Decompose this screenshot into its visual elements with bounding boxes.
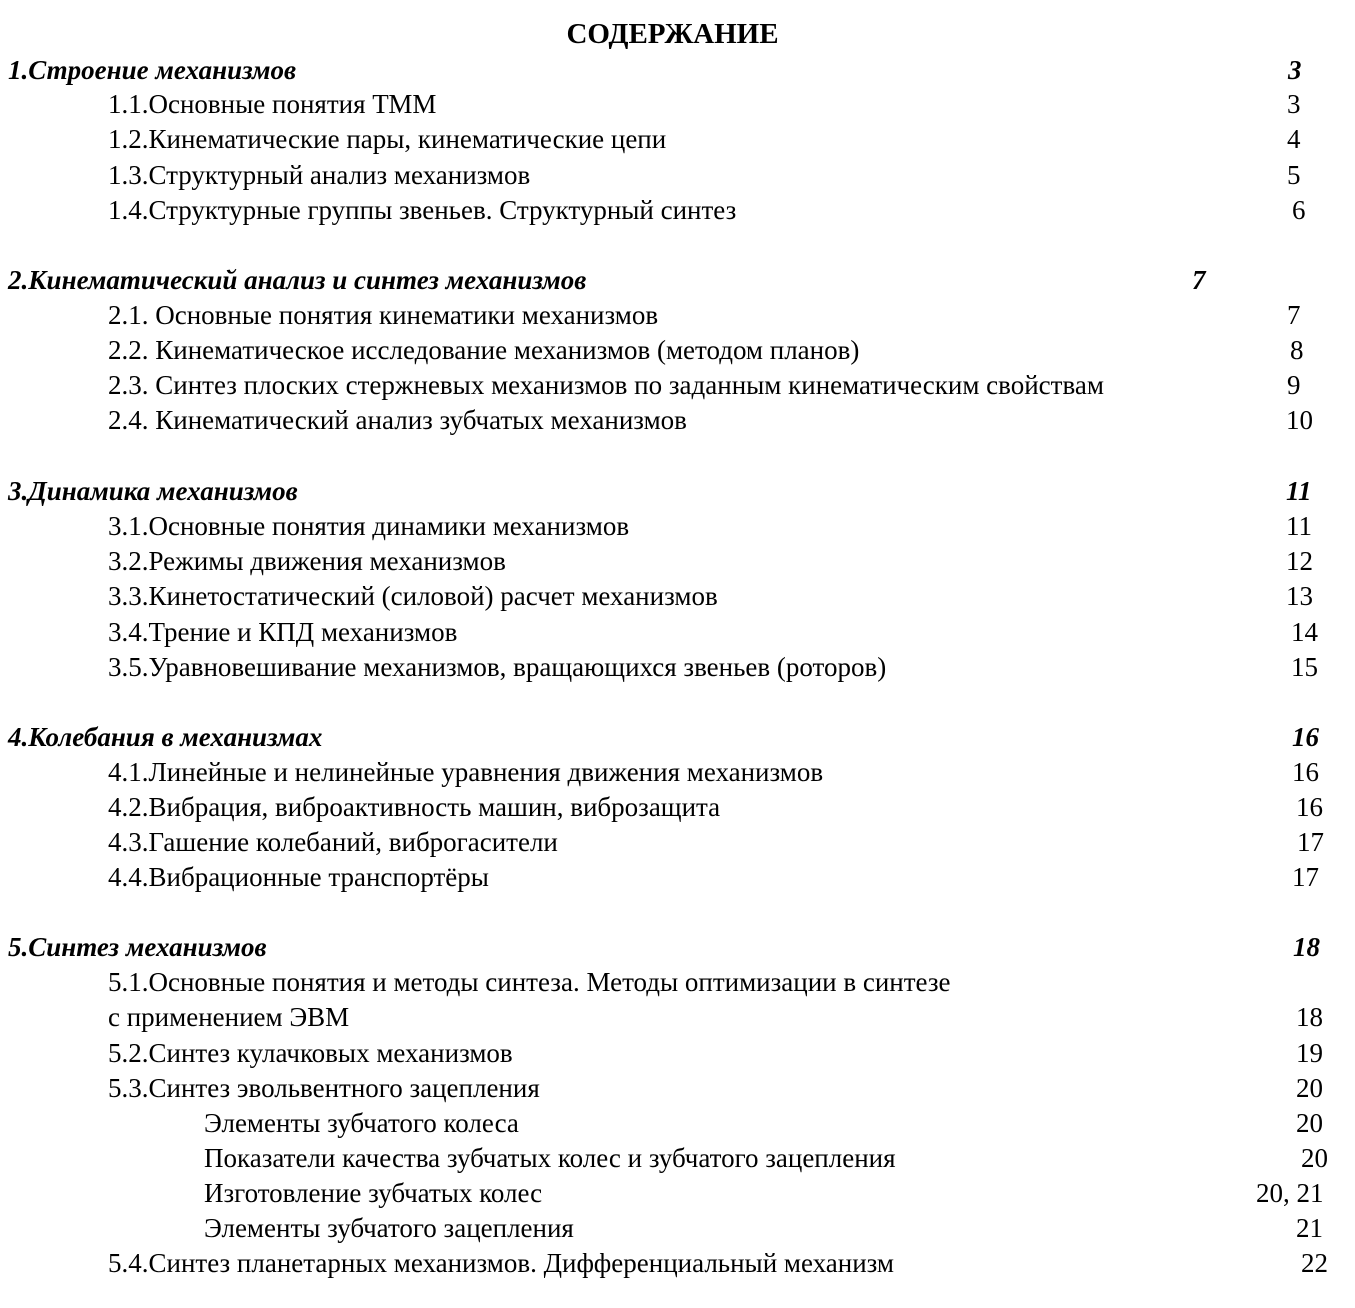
toc-page-number: 12 [1286,546,1313,576]
toc-page-number: 7 [1192,265,1206,295]
toc-page-number: 16 [1292,757,1319,787]
toc-entry-text: 3.Динамика механизмов [8,476,298,506]
toc-page-number: 8 [1290,335,1304,365]
toc-entry-text: 1.Строение механизмов [8,55,297,85]
toc-entry-text: 3.4.Трение и КПД механизмов [108,617,458,647]
toc-page-number: 20 [1296,1108,1323,1138]
toc-entry-text: 1.4.Структурные группы звеньев. Структурный синтез [108,195,737,225]
toc-entry-text: Элементы зубчатого колеса [204,1108,519,1138]
toc-entry-text: Показатели качества зубчатых колес и зубчатого зацепления [204,1143,896,1173]
toc-page-number: 20, 21 [1256,1178,1324,1208]
toc-page-number: 20 [1296,1073,1323,1103]
toc-page-number: 18 [1296,1002,1323,1032]
toc-page-number: 16 [1292,722,1319,752]
toc-entry-text: 4.3.Гашение колебаний, виброгасители [108,827,558,857]
toc-entry-text: 3.2.Режимы движения механизмов [108,546,506,576]
toc-entry-text: 5.1.Основные понятия и методы синтеза. Методы оптимизации в синтезе [108,967,951,997]
toc-entry-text: 1.2.Кинематические пары, кинематические цепи [108,124,667,154]
toc-page-number: 22 [1301,1248,1328,1278]
toc-entry-text: 5.Синтез механизмов [8,932,267,962]
toc-page-number: 3 [1288,55,1302,85]
toc-entry-text: 1.1.Основные понятия ТММ [108,89,437,119]
toc-entry-text: 2.1. Основные понятия кинематики механизмов [108,300,659,330]
toc-page-number: 18 [1293,932,1320,962]
toc-page-number: 5 [1287,160,1301,190]
toc-entry-text: 4.1.Линейные и нелинейные уравнения движения механизмов [108,757,824,787]
toc-page-number: 11 [1286,511,1312,541]
page-title: СОДЕРЖАНИЕ [566,18,779,50]
toc-page-number: 14 [1291,617,1318,647]
toc-page-number: 7 [1287,300,1301,330]
toc-entry-text: Изготовление зубчатых колес [204,1178,543,1208]
toc-page-number: 20 [1301,1143,1328,1173]
toc-page-number: 16 [1296,792,1323,822]
toc-entry-text: 2.Кинематический анализ и синтез механизмов [8,265,587,295]
toc-page-number: 13 [1286,581,1313,611]
toc-entry-text: 5.4.Синтез планетарных механизмов. Дифференциальный механизм [108,1248,895,1278]
toc-entry-text: 4.2.Вибрация, виброактивность машин, виброзащита [108,792,721,822]
toc-page-number: 9 [1287,370,1301,400]
toc-page-number: 4 [1287,124,1301,154]
toc-entry-text: 2.3. Синтез плоских стержневых механизмов по заданным кинематическим свойствам [108,370,1104,400]
toc-entry-text: с применением ЭВМ [108,1002,350,1032]
toc-entry-text: Элементы зубчатого зацепления [204,1213,574,1243]
toc-page-number: 3 [1287,89,1301,119]
toc-entry-text: 2.4. Кинематический анализ зубчатых механизмов [108,405,687,435]
toc-page-number: 17 [1292,862,1319,892]
toc-page-number: 6 [1292,195,1306,225]
toc-page-number: 10 [1286,405,1313,435]
toc-entry-text: 5.3.Синтез эвольвентного зацепления [108,1073,540,1103]
toc-entry-text: 3.5.Уравновешивание механизмов, вращающихся звеньев (роторов) [108,652,887,682]
toc-entry-text: 5.2.Синтез кулачковых механизмов [108,1038,513,1068]
toc-entry-text: 1.3.Структурный анализ механизмов [108,160,531,190]
toc-page-number: 21 [1296,1213,1323,1243]
toc-entry-text: 2.2. Кинематическое исследование механизмов (методом планов) [108,335,860,365]
toc-entry-text: 4.Колебания в механизмах [8,722,323,752]
toc-page-number: 19 [1296,1038,1323,1068]
toc-page-number: 15 [1291,652,1318,682]
toc-entry-text: 4.4.Вибрационные транспортёры [108,862,489,892]
toc-entry-text: 3.3.Кинетостатический (силовой) расчет механизмов [108,581,718,611]
toc-page-number: 11 [1286,476,1312,506]
toc-entry-text: 3.1.Основные понятия динамики механизмов [108,511,630,541]
toc-page-number: 17 [1297,827,1324,857]
